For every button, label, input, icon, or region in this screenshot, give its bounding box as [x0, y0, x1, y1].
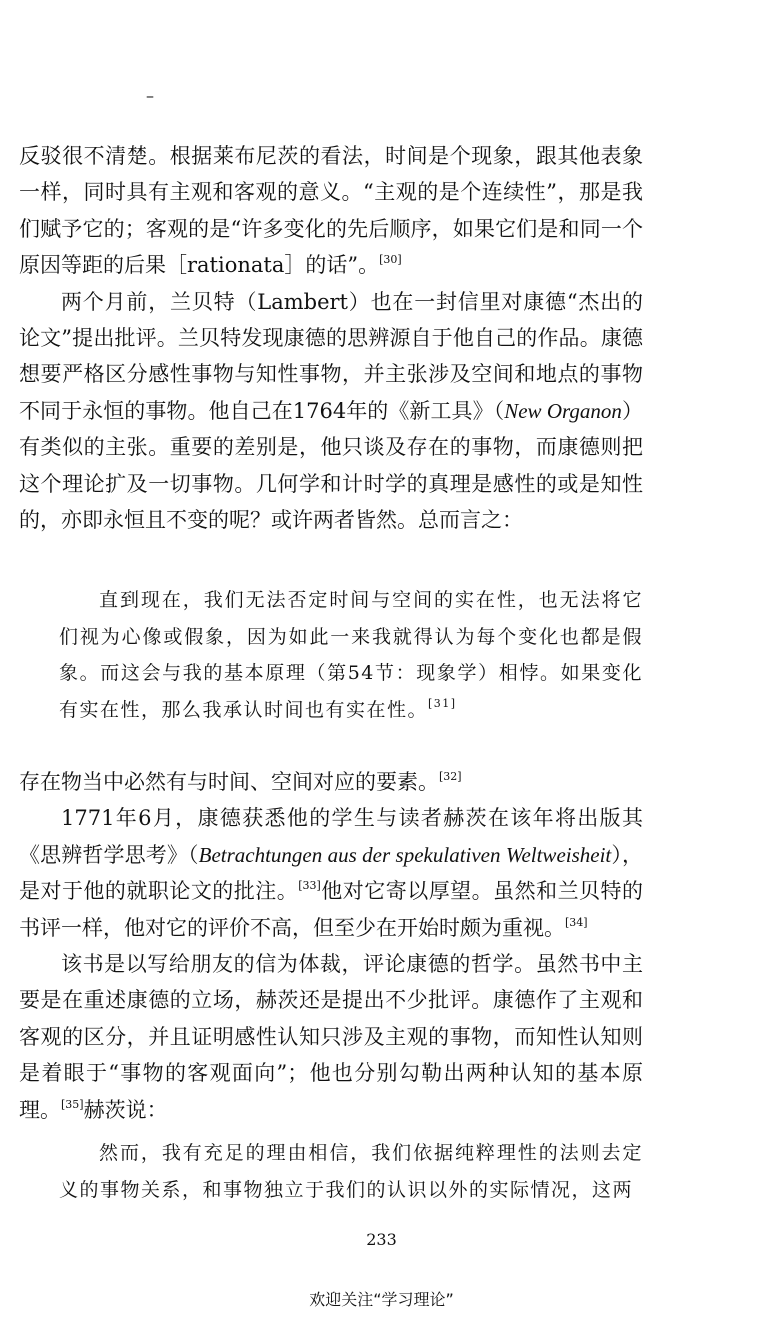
quote-paragraph-1: 直到现在，我们无法否定时间与空间的实在性，也无法将它们视为心像或假象，因为如此一来我就得认为每个变化也都是假象。而这会与我的基本原理（第54节：现象学）相悖。如果变化有实在性，那么我承认时间也有实在性。[31] — [59, 589, 643, 722]
footnote-ref-35[interactable]: [35] — [61, 1097, 84, 1111]
footnote-ref-30[interactable]: [30] — [379, 253, 402, 267]
book-title-betrachtungen: Betrachtungen aus der spekulativen Weltweisheit — [198, 842, 612, 867]
quote-paragraph-2: 然而，我有充足的理由相信，我们依据纯粹理性的法则去定义的事物关系，和事物独立于我们的认识以外的实际情况，这两 — [59, 1142, 643, 1201]
header-mark: – — [146, 86, 154, 105]
block-quote-2 — [59, 1135, 643, 1208]
body-block-2 — [19, 764, 643, 1128]
paragraph-1: 反驳很不清楚。根据莱布尼茨的看法，时间是个现象，跟其他表象一样，同时具有主观和客观的意义。“主观的是个连续性”，那是我们赋予它的；客观的是“许多变化的先后顺序，如果它们是和同一个原因等距的后果［rationata］的话”。[30] — [19, 144, 643, 278]
body-block-1 — [19, 138, 643, 538]
page-number: 233 — [366, 1230, 397, 1249]
paragraph-4: 1771年6月，康德获悉他的学生与读者赫茨在该年将出版其《思辨哲学思考》（Betrachtungen aus der spekulativen Weltweisheit），是对于他的就职论文的批注。[33]他对它寄以厚望。虽然和兰贝特的书评一样，他对它的评价不高，但至少在开始时颇为重视。[34] — [19, 806, 644, 940]
paragraph-3: 存在物当中必然有与时间、空间对应的要素。[32] — [19, 770, 462, 794]
footnote-ref-33[interactable]: [33] — [298, 879, 321, 893]
footnote-ref-32[interactable]: [32] — [439, 770, 462, 783]
footer-watermark-text: 欢迎关注“学习理论” — [309, 1290, 454, 1309]
block-quote-1 — [59, 582, 643, 729]
footnote-ref-31[interactable]: [31] — [428, 697, 457, 711]
paragraph-5: 该书是以写给朋友的信为体裁，评论康德的哲学。虽然书中主要是在重述康德的立场，赫茨还是提出不少批评。康德作了主观和客观的区分，并且证明感性认知只涉及主观的事物，而知性认知则是着眼于“事物的客观面向”；他也分别勾勒出两种认知的基本原理。[35]赫茨说： — [19, 952, 643, 1122]
paragraph-2: 两个月前，兰贝特（Lambert）也在一封信里对康德“杰出的论文”提出批评。兰贝特发现康德的思辨源自于他自己的作品。康德想要严格区分感性事物与知性事物，并主张涉及空间和地点的事物不同于永恒的事物。他自己在1764年的《新工具》（New Organon）有类似的主张。重要的差别是，他只谈及存在的事物，而康德则把这个理论扩及一切事物。几何学和计时学的真理是感性的或是知性的，亦即永恒且不变的呢？或许两者皆然。总而言之： — [19, 289, 643, 533]
book-title-new-organon: New Organon — [504, 398, 622, 423]
footnote-ref-34[interactable]: [34] — [565, 915, 588, 929]
